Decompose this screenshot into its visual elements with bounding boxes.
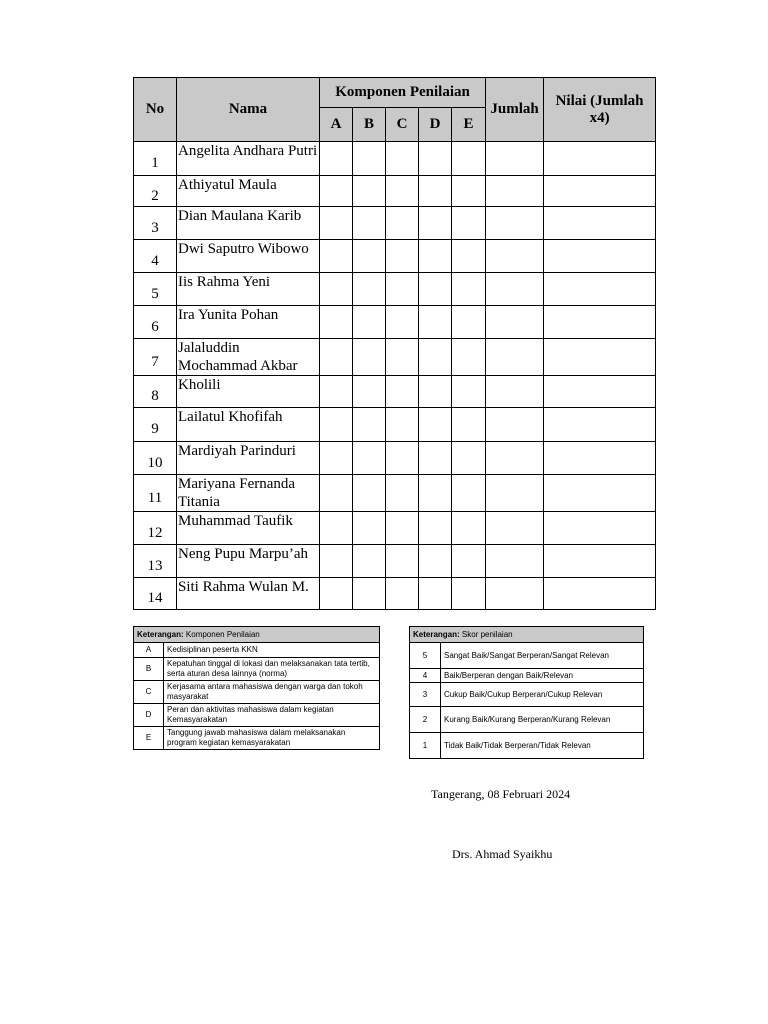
empty-score-cell [452, 273, 486, 306]
legend-component-text: Kepatuhan tinggal di lokasi dan melaksanakan tata tertib, serta aturan desa lainnya (norma) [164, 658, 380, 681]
legend-component-text: Kerjasama antara mahasiswa dengan warga dan tokoh masyarakat [164, 681, 380, 704]
empty-score-cell [386, 442, 419, 475]
legend-score-key: 2 [410, 707, 441, 733]
empty-score-cell [419, 442, 452, 475]
row-number: 9 [134, 408, 177, 442]
table-row [134, 475, 656, 512]
legend-score-text: Sangat Baik/Sangat Berperan/Sangat Relevan [441, 643, 644, 669]
empty-score-cell [320, 512, 353, 545]
empty-score-cell [452, 408, 486, 442]
legend-scores-title: Keterangan: Skor penilaian [410, 627, 644, 643]
legend-score-row [410, 707, 644, 733]
header-col-e: E [452, 108, 486, 142]
empty-score-cell [353, 578, 386, 610]
row-number: 11 [134, 475, 177, 512]
empty-score-cell [320, 142, 353, 176]
empty-score-cell [544, 545, 656, 578]
row-name: Lailatul Khofifah [177, 408, 320, 442]
row-number: 12 [134, 512, 177, 545]
header-col-a: A [320, 108, 353, 142]
empty-score-cell [386, 578, 419, 610]
empty-score-cell [486, 578, 544, 610]
empty-score-cell [486, 207, 544, 240]
legend-scores-table [409, 626, 644, 759]
empty-score-cell [419, 240, 452, 273]
header-komponen: Komponen Penilaian [320, 78, 486, 108]
empty-score-cell [386, 273, 419, 306]
empty-score-cell [419, 176, 452, 207]
legend-score-row [410, 733, 644, 759]
legend-component-key: C [134, 681, 164, 704]
row-name: Mariyana Fernanda Titania [177, 475, 320, 512]
legend-score-row [410, 643, 644, 669]
empty-score-cell [320, 306, 353, 339]
empty-score-cell [486, 408, 544, 442]
empty-score-cell [544, 207, 656, 240]
empty-score-cell [486, 339, 544, 376]
empty-score-cell [320, 339, 353, 376]
empty-score-cell [320, 545, 353, 578]
empty-score-cell [452, 578, 486, 610]
legend-component-key: B [134, 658, 164, 681]
empty-score-cell [419, 408, 452, 442]
empty-score-cell [320, 376, 353, 408]
legend-components-header [134, 627, 380, 643]
table-row [134, 240, 656, 273]
table-row [134, 512, 656, 545]
empty-score-cell [320, 442, 353, 475]
empty-score-cell [320, 273, 353, 306]
empty-score-cell [353, 142, 386, 176]
empty-score-cell [544, 578, 656, 610]
row-name: Kholili [177, 376, 320, 408]
empty-score-cell [452, 475, 486, 512]
empty-score-cell [353, 408, 386, 442]
legend-score-text: Cukup Baik/Cukup Berperan/Cukup Relevan [441, 683, 644, 707]
empty-score-cell [544, 176, 656, 207]
empty-score-cell [452, 306, 486, 339]
empty-score-cell [353, 442, 386, 475]
empty-score-cell [386, 176, 419, 207]
header-col-b: B [353, 108, 386, 142]
table-row [134, 545, 656, 578]
legend-component-text: Tanggung jawab mahasiswa dalam melaksanakan program kegiatan kemasyarakatan [164, 727, 380, 750]
table-row [134, 176, 656, 207]
legend-component-key: A [134, 643, 164, 658]
table-row [134, 578, 656, 610]
empty-score-cell [419, 306, 452, 339]
legend-component-row [134, 643, 380, 658]
legend-component-row [134, 658, 380, 681]
empty-score-cell [386, 475, 419, 512]
legend-score-row [410, 669, 644, 683]
empty-score-cell [320, 408, 353, 442]
empty-score-cell [386, 512, 419, 545]
empty-score-cell [544, 240, 656, 273]
row-name: Jalaluddin Mochammad Akbar [177, 339, 320, 376]
empty-score-cell [544, 442, 656, 475]
row-name: Iis Rahma Yeni [177, 273, 320, 306]
table-row [134, 306, 656, 339]
header-col-c: C [386, 108, 419, 142]
empty-score-cell [386, 240, 419, 273]
empty-score-cell [353, 207, 386, 240]
header-col-d: D [419, 108, 452, 142]
empty-score-cell [419, 339, 452, 376]
empty-score-cell [353, 512, 386, 545]
empty-score-cell [452, 545, 486, 578]
empty-score-cell [353, 306, 386, 339]
legend-component-text: Peran dan aktivitas mahasiswa dalam kegiatan Kemasyarakatan [164, 704, 380, 727]
row-name: Dwi Saputro Wibowo [177, 240, 320, 273]
legend-score-key: 4 [410, 669, 441, 683]
header-jumlah: Jumlah [486, 78, 544, 142]
header-nama: Nama [177, 78, 320, 142]
legend-score-row [410, 683, 644, 707]
row-number: 4 [134, 240, 177, 273]
signature-place-date: Tangerang, 08 Februari 2024 [431, 787, 571, 801]
row-name: Dian Maulana Karib [177, 207, 320, 240]
empty-score-cell [386, 339, 419, 376]
empty-score-cell [452, 512, 486, 545]
empty-score-cell [452, 339, 486, 376]
empty-score-cell [544, 142, 656, 176]
row-number: 1 [134, 142, 177, 176]
empty-score-cell [452, 442, 486, 475]
row-name: Neng Pupu Marpu’ah [177, 545, 320, 578]
empty-score-cell [544, 306, 656, 339]
empty-score-cell [419, 512, 452, 545]
row-number: 10 [134, 442, 177, 475]
legend-component-row [134, 681, 380, 704]
empty-score-cell [486, 306, 544, 339]
empty-score-cell [419, 578, 452, 610]
legend-scores-header [410, 627, 644, 643]
empty-score-cell [486, 475, 544, 512]
empty-score-cell [353, 176, 386, 207]
legend-score-key: 1 [410, 733, 441, 759]
empty-score-cell [486, 442, 544, 475]
table-row [134, 376, 656, 408]
legend-component-key: D [134, 704, 164, 727]
empty-score-cell [452, 142, 486, 176]
empty-score-cell [386, 545, 419, 578]
empty-score-cell [486, 176, 544, 207]
empty-score-cell [386, 142, 419, 176]
row-number: 13 [134, 545, 177, 578]
table-row [134, 408, 656, 442]
empty-score-cell [486, 240, 544, 273]
legend-score-key: 5 [410, 643, 441, 669]
empty-score-cell [353, 339, 386, 376]
row-name: Siti Rahma Wulan M. [177, 578, 320, 610]
empty-score-cell [353, 376, 386, 408]
empty-score-cell [419, 142, 452, 176]
empty-score-cell [452, 240, 486, 273]
empty-score-cell [386, 306, 419, 339]
row-number: 5 [134, 273, 177, 306]
empty-score-cell [353, 273, 386, 306]
row-number: 6 [134, 306, 177, 339]
row-number: 7 [134, 339, 177, 376]
empty-score-cell [386, 376, 419, 408]
empty-score-cell [544, 339, 656, 376]
empty-score-cell [320, 475, 353, 512]
empty-score-cell [419, 273, 452, 306]
legend-components-title: Keterangan: Komponen Penilaian [134, 627, 380, 643]
table-row [134, 339, 656, 376]
row-number: 3 [134, 207, 177, 240]
row-name: Mardiyah Parinduri [177, 442, 320, 475]
empty-score-cell [452, 176, 486, 207]
row-name: Ira Yunita Pohan [177, 306, 320, 339]
empty-score-cell [419, 376, 452, 408]
empty-score-cell [353, 475, 386, 512]
header-nilai: Nilai (Jumlah x4) [544, 78, 656, 142]
empty-score-cell [544, 475, 656, 512]
legend-score-key: 3 [410, 683, 441, 707]
row-number: 8 [134, 376, 177, 408]
empty-score-cell [419, 545, 452, 578]
legend-score-text: Kurang Baik/Kurang Berperan/Kurang Relevan [441, 707, 644, 733]
legend-score-text: Tidak Baik/Tidak Berperan/Tidak Relevan [441, 733, 644, 759]
table-row [134, 442, 656, 475]
legend-component-row [134, 727, 380, 750]
assessment-table [133, 77, 656, 610]
empty-score-cell [544, 512, 656, 545]
empty-score-cell [353, 545, 386, 578]
empty-score-cell [544, 273, 656, 306]
empty-score-cell [452, 376, 486, 408]
empty-score-cell [544, 408, 656, 442]
row-name: Athiyatul Maula [177, 176, 320, 207]
empty-score-cell [486, 376, 544, 408]
table-row [134, 207, 656, 240]
empty-score-cell [386, 207, 419, 240]
empty-score-cell [486, 545, 544, 578]
table-body [134, 142, 656, 610]
table-row [134, 142, 656, 176]
empty-score-cell [544, 376, 656, 408]
empty-score-cell [419, 475, 452, 512]
empty-score-cell [419, 207, 452, 240]
empty-score-cell [486, 273, 544, 306]
signature-name: Drs. Ahmad Syaikhu [452, 847, 553, 861]
row-name: Angelita Andhara Putri [177, 142, 320, 176]
empty-score-cell [320, 207, 353, 240]
legend-components-table [133, 626, 380, 750]
empty-score-cell [320, 176, 353, 207]
empty-score-cell [386, 408, 419, 442]
row-number: 14 [134, 578, 177, 610]
empty-score-cell [486, 512, 544, 545]
header-no: No [134, 78, 177, 142]
row-number: 2 [134, 176, 177, 207]
empty-score-cell [320, 578, 353, 610]
legend-score-text: Baik/Berperan dengan Baik/Relevan [441, 669, 644, 683]
legend-component-key: E [134, 727, 164, 750]
empty-score-cell [320, 240, 353, 273]
table-row [134, 273, 656, 306]
empty-score-cell [486, 142, 544, 176]
empty-score-cell [452, 207, 486, 240]
legend-component-row [134, 704, 380, 727]
row-name: Muhammad Taufik [177, 512, 320, 545]
empty-score-cell [353, 240, 386, 273]
legend-component-text: Kedisiplinan peserta KKN [164, 643, 380, 658]
